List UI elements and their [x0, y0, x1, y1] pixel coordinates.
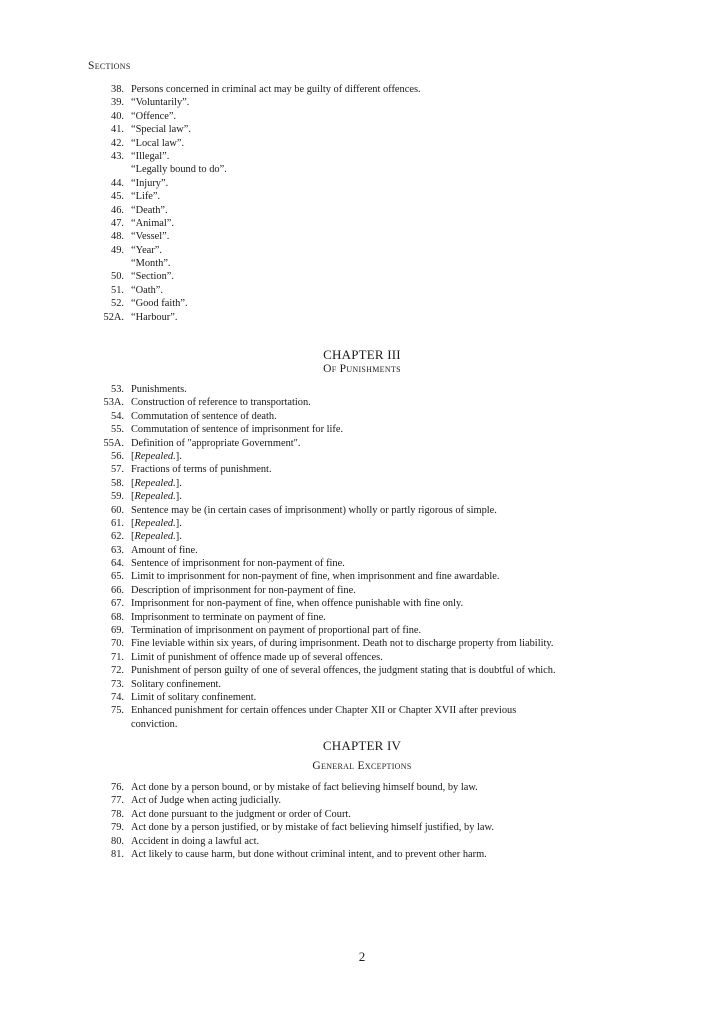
- section-title: Imprisonment to terminate on payment of fine.: [131, 611, 326, 623]
- section-entry: [0, 477, 724, 490]
- section-title: Accident in doing a lawful act.: [131, 835, 260, 847]
- section-number: 43.: [111, 150, 124, 162]
- section-entry: [0, 190, 724, 203]
- section-entry: [0, 270, 724, 283]
- section-entry: [0, 163, 724, 176]
- section-title: “Vessel”.: [131, 231, 170, 243]
- section-entry: [0, 244, 724, 257]
- chapter-3-section-list: [0, 383, 724, 718]
- section-number: 61.: [111, 517, 124, 529]
- section-title: [Repealed.].: [131, 517, 182, 529]
- section-entry: [0, 177, 724, 190]
- section-title: [Repealed.].: [131, 450, 182, 462]
- section-entry: [0, 544, 724, 557]
- section-entry: [0, 835, 724, 848]
- section-entry: [0, 230, 724, 243]
- section-number: 52.: [111, 298, 124, 310]
- section-title: [Repealed.].: [131, 531, 182, 543]
- section-title: Construction of reference to transportation.: [131, 397, 311, 409]
- section-number: 47.: [111, 217, 124, 229]
- section-title: Definition of "appropriate Government".: [131, 437, 301, 449]
- section-number: 59.: [111, 491, 124, 503]
- section-title: Fractions of terms of punishment.: [131, 464, 272, 476]
- section-title: “Local law”.: [131, 137, 185, 149]
- section-entry: [0, 611, 724, 624]
- section-entry: [0, 794, 724, 807]
- section-number: 81.: [111, 848, 124, 860]
- section-title: “Legally bound to do”.: [131, 164, 227, 176]
- section-entry: [0, 297, 724, 310]
- section-number: 53A.: [103, 397, 124, 409]
- section-title: Persons concerned in criminal act may be guilty of different offences.: [131, 84, 421, 95]
- section-number: 67.: [111, 598, 124, 610]
- section-title: Punishments.: [131, 384, 187, 395]
- section-entry: [0, 410, 724, 423]
- section-number: 69.: [111, 625, 124, 637]
- section-title: Act done by a person bound, or by mistake of fact believing himself bound, by law.: [131, 782, 478, 793]
- section-entry: [0, 808, 724, 821]
- section-number: 50.: [111, 271, 124, 283]
- section-entry: [0, 517, 724, 530]
- section-title: “Month”.: [131, 258, 171, 270]
- section-number: 41.: [111, 124, 124, 136]
- section-title: Fine leviable within six years, of during imprisonment. Death not to discharge property from liability.: [131, 638, 554, 650]
- section-entry: [0, 217, 724, 230]
- section-title: “Good faith”.: [131, 298, 188, 310]
- section-number: 40.: [111, 110, 124, 122]
- section-entry: [0, 437, 724, 450]
- section-title: “Animal”.: [131, 217, 174, 229]
- sections-heading: Sections: [88, 60, 131, 72]
- section-number: 70.: [111, 638, 124, 650]
- section-entry: [0, 450, 724, 463]
- section-title: Termination of imprisonment on payment of proportional part of fine.: [131, 625, 422, 637]
- section-number: 56.: [111, 450, 124, 462]
- section-title: Amount of fine.: [131, 544, 198, 556]
- section-title: Limit to imprisonment for non-payment of fine, when imprisonment and fine awardable.: [131, 571, 500, 583]
- section-title: “Illegal”.: [131, 150, 170, 162]
- section-entry: [0, 570, 724, 583]
- section-title: “Year”.: [131, 244, 162, 256]
- section-number: 80.: [111, 835, 124, 847]
- section-number: 42.: [111, 137, 124, 149]
- section-number: 66.: [111, 584, 124, 596]
- section-number: 44.: [111, 177, 124, 189]
- section-entry: [0, 96, 724, 109]
- section-entry: [0, 284, 724, 297]
- section-entry: [0, 597, 724, 610]
- section-number: 76.: [111, 782, 124, 793]
- section-title: “Harbour”.: [131, 311, 178, 323]
- section-title: Act of Judge when acting judicially.: [131, 795, 281, 807]
- section-title: Limit of punishment of offence made up of several offences.: [131, 651, 383, 663]
- section-number: 58.: [111, 477, 124, 489]
- section-number: 49.: [111, 244, 124, 256]
- chapter-2-section-list: [0, 83, 724, 324]
- section-entry: [0, 110, 724, 123]
- chapter-3-title: CHAPTER III: [323, 347, 401, 362]
- section-entry: [0, 311, 724, 324]
- section-75-continuation: conviction.: [131, 719, 178, 730]
- section-title: Commutation of sentence of death.: [131, 410, 277, 422]
- section-number: 46.: [111, 204, 124, 216]
- section-number: 71.: [111, 651, 124, 663]
- section-title: Punishment of person guilty of one of several offences, the judgment stating that is doubtful of which.: [131, 665, 556, 677]
- section-number: 73.: [111, 678, 124, 690]
- chapter-4-section-list: [0, 781, 724, 861]
- section-entry: [0, 557, 724, 570]
- section-title: Solitary confinement.: [131, 678, 222, 690]
- section-entry: [0, 584, 724, 597]
- section-entry: [0, 204, 724, 217]
- section-entry: [0, 651, 724, 664]
- section-title: Sentence of imprisonment for non-payment of fine.: [131, 558, 345, 570]
- page-number: 2: [358, 949, 366, 964]
- section-title: “Special law”.: [131, 124, 192, 136]
- section-number: 52A.: [103, 311, 124, 323]
- section-number: 39.: [111, 97, 124, 109]
- section-title: “Injury”.: [131, 177, 169, 189]
- section-entry: [0, 490, 724, 503]
- section-number: 60.: [111, 504, 124, 516]
- section-title: “Death”.: [131, 204, 168, 216]
- section-number: 38.: [111, 84, 124, 95]
- chapter-4-subtitle: General Exceptions: [312, 760, 412, 772]
- section-title: “Offence”.: [131, 110, 177, 122]
- section-number: 79.: [111, 822, 124, 834]
- section-title: Act likely to cause harm, but done without criminal intent, and to prevent other harm.: [131, 848, 487, 860]
- section-entry: [0, 781, 724, 794]
- section-title: “Life”.: [131, 191, 161, 203]
- section-title: “Oath”.: [131, 284, 164, 296]
- section-entry: [0, 383, 724, 396]
- section-entry: [0, 530, 724, 543]
- section-title: “Voluntarily”.: [131, 97, 190, 109]
- section-title: Description of imprisonment for non-payment of fine.: [131, 584, 356, 596]
- section-number: 75.: [111, 705, 124, 717]
- chapter-3-subtitle: Of Punishments: [323, 363, 401, 375]
- section-entry: [0, 664, 724, 677]
- section-number: 48.: [111, 231, 124, 243]
- section-number: 54.: [111, 410, 124, 422]
- section-number: 74.: [111, 691, 124, 703]
- section-title: Enhanced punishment for certain offences under Chapter XII or Chapter XVII after previous: [131, 705, 517, 717]
- section-number: 45.: [111, 191, 124, 203]
- section-number: 63.: [111, 544, 124, 556]
- section-title: Commutation of sentence of imprisonment for life.: [131, 424, 344, 436]
- section-number: 51.: [111, 284, 124, 296]
- section-entry: [0, 637, 724, 650]
- section-number: 77.: [111, 795, 124, 807]
- section-entry: [0, 257, 724, 270]
- section-entry: [0, 624, 724, 637]
- section-title: Act done pursuant to the judgment or order of Court.: [131, 808, 351, 820]
- section-number: 55A.: [103, 437, 124, 449]
- section-entry: [0, 463, 724, 476]
- section-title: Act done by a person justified, or by mistake of fact believing himself justified, by law.: [131, 822, 494, 834]
- section-number: 62.: [111, 531, 124, 543]
- section-title: Sentence may be (in certain cases of imprisonment) wholly or partly rigorous of simple.: [131, 504, 497, 516]
- section-number: 64.: [111, 558, 124, 570]
- section-entry: [0, 123, 724, 136]
- section-number: 57.: [111, 464, 124, 476]
- section-title: Limit of solitary confinement.: [131, 691, 257, 703]
- section-number: 68.: [111, 611, 124, 623]
- chapter-4-title: CHAPTER IV: [322, 738, 402, 753]
- section-entry: [0, 821, 724, 834]
- section-title: “Section”.: [131, 271, 174, 283]
- section-title: [Repealed.].: [131, 477, 182, 489]
- section-title: Imprisonment for non-payment of fine, when offence punishable with fine only.: [131, 598, 464, 610]
- section-number: 55.: [111, 424, 124, 436]
- section-number: 65.: [111, 571, 124, 583]
- section-entry: [0, 150, 724, 163]
- section-entry: [0, 137, 724, 150]
- section-entry: [0, 83, 724, 96]
- section-entry: [0, 691, 724, 704]
- section-entry: [0, 678, 724, 691]
- section-entry: [0, 396, 724, 409]
- section-entry: [0, 504, 724, 517]
- section-entry: [0, 848, 724, 861]
- section-title: [Repealed.].: [131, 491, 182, 503]
- section-number: 53.: [111, 384, 124, 395]
- section-entry: [0, 704, 724, 717]
- section-number: 78.: [111, 808, 124, 820]
- section-number: 72.: [111, 665, 124, 677]
- section-entry: [0, 423, 724, 436]
